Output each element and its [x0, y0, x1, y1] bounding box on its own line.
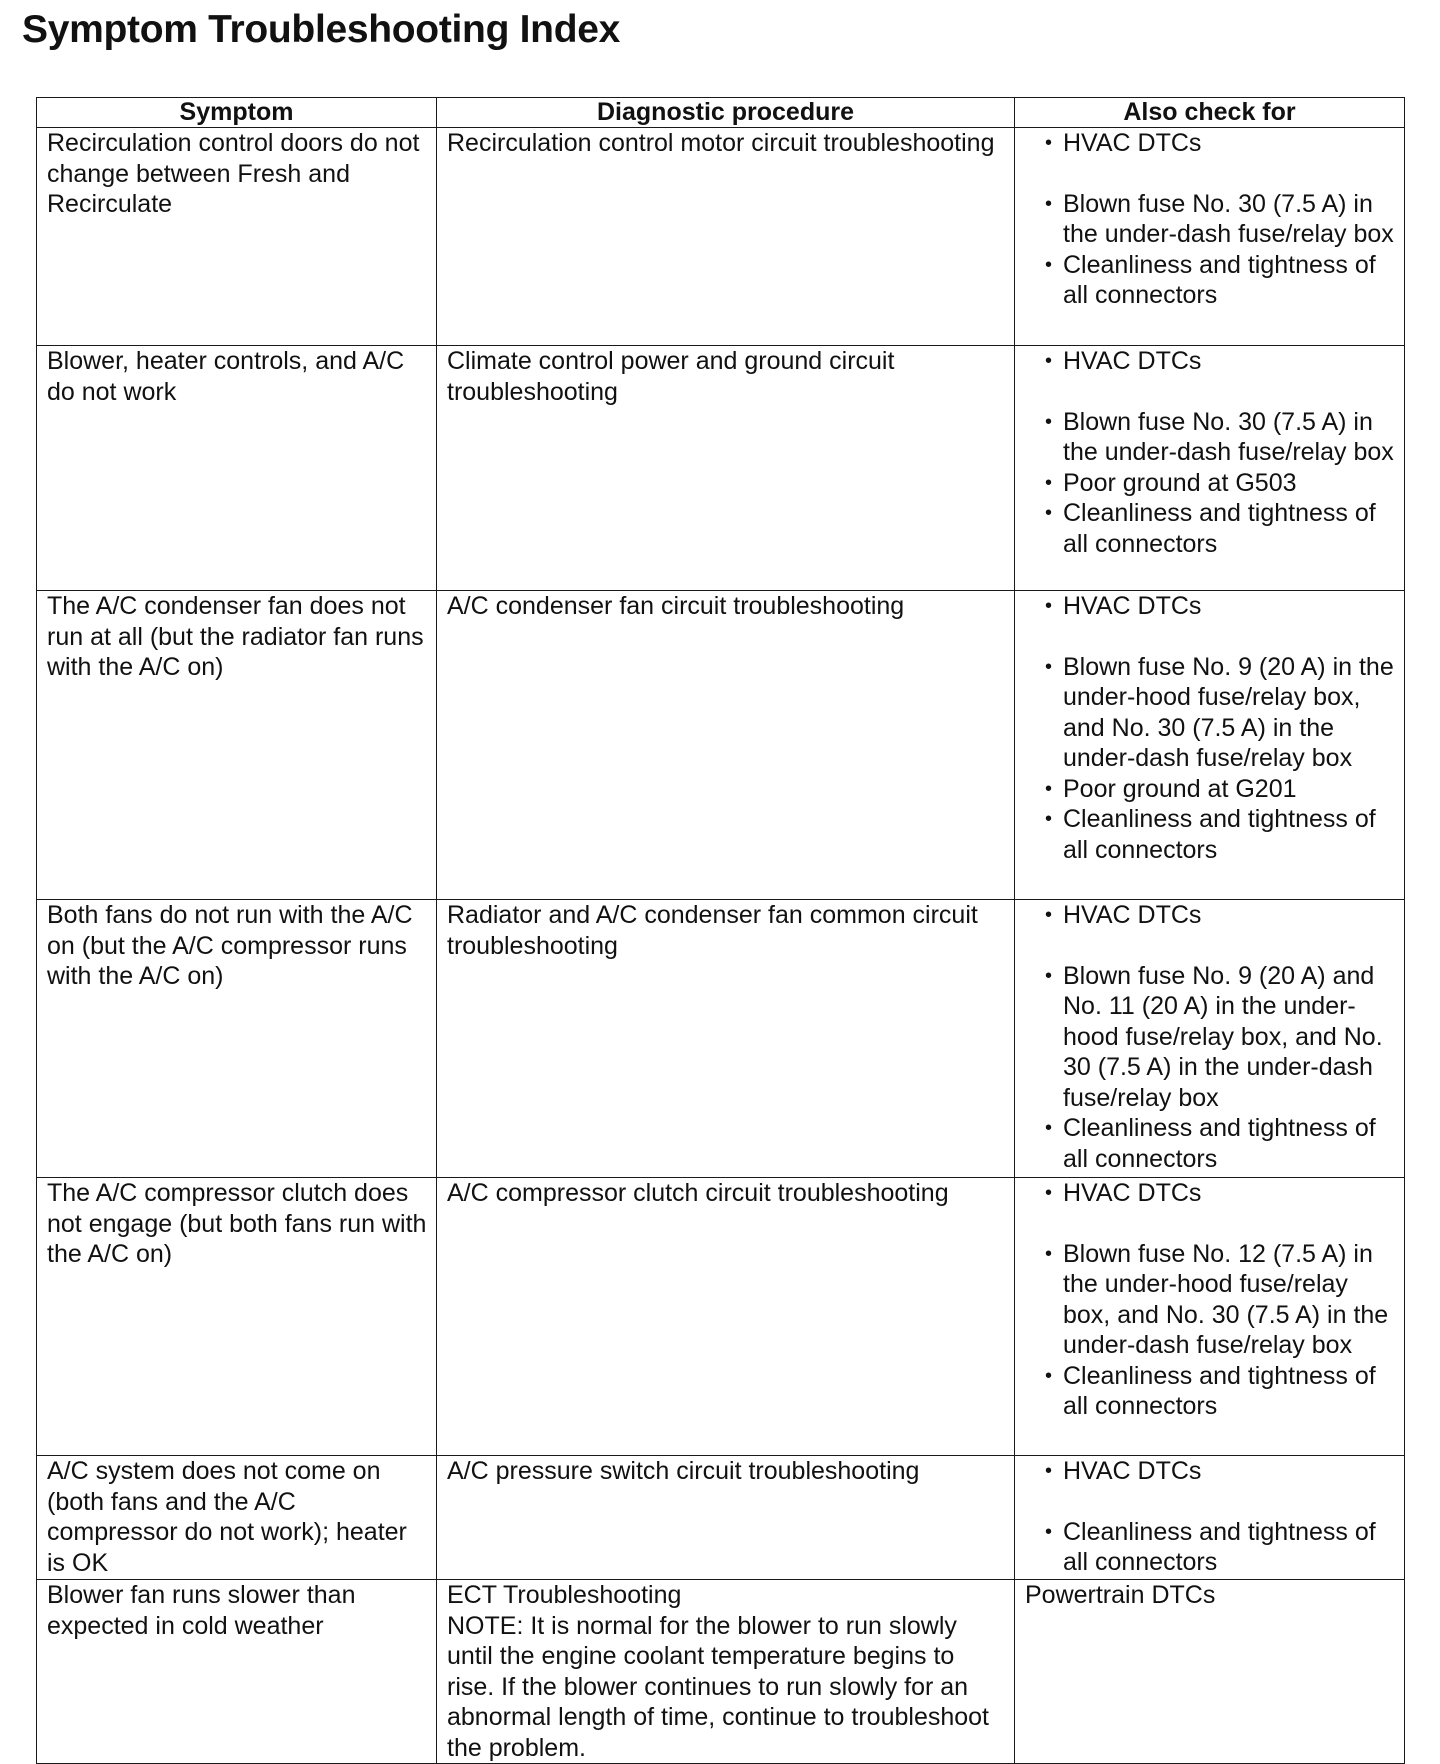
check-item: • HVAC DTCs	[1045, 346, 1396, 377]
check-item: • Cleanliness and tightness of all connectors	[1045, 804, 1396, 865]
check-item: • Blown fuse No. 9 (20 A) in the under-hood fuse/relay box, and No. 30 (7.5 A) in the under-dash fuse/relay box	[1045, 652, 1396, 774]
header-also-check: Also check for	[1015, 98, 1405, 128]
procedure-title: ECT Troubleshooting	[447, 1581, 682, 1609]
check-item: • Blown fuse No. 30 (7.5 A) in the under-dash fuse/relay box	[1045, 407, 1396, 468]
table-row	[37, 1580, 1405, 1764]
check-item: • Cleanliness and tightness of all connectors	[1045, 250, 1396, 311]
also-check-cell	[1015, 1178, 1405, 1456]
header-procedure: Diagnostic procedure	[437, 98, 1015, 128]
symptom-index-table	[36, 97, 1405, 1764]
procedure-note: NOTE: It is normal for the blower to run slowly until the engine coolant temperature begins to rise. If the blower continues to run slowly for an abnormal length of time, continue to troubleshoot the problem.	[447, 1611, 990, 1762]
symptom-cell: Recirculation control doors do not change between Fresh and Recirculate	[37, 128, 437, 346]
also-check-cell	[1015, 591, 1405, 900]
check-item: • HVAC DTCs	[1045, 1456, 1396, 1487]
also-check-cell	[1015, 128, 1405, 346]
check-list	[1025, 1456, 1396, 1578]
header-symptom: Symptom	[37, 98, 437, 128]
also-check-cell	[1015, 346, 1405, 591]
table-row	[37, 591, 1405, 900]
symptom-cell: A/C system does not come on (both fans and the A/C compressor do not work); heater is OK	[37, 1456, 437, 1580]
table-row	[37, 346, 1405, 591]
check-item: • Blown fuse No. 9 (20 A) and No. 11 (20 A) in the under-hood fuse/relay box, and No. 30 (7.5 A) in the under-dash fuse/relay box	[1045, 961, 1396, 1114]
procedure-cell: A/C pressure switch circuit troubleshooting	[437, 1456, 1015, 1580]
check-item: • Cleanliness and tightness of all connectors	[1045, 1113, 1396, 1174]
also-check-cell	[1015, 900, 1405, 1178]
symptom-cell: The A/C compressor clutch does not engage (but both fans run with the A/C on)	[37, 1178, 437, 1456]
also-check-cell	[1015, 1580, 1405, 1764]
check-list	[1025, 591, 1396, 865]
check-item: Powertrain DTCs	[1025, 1581, 1216, 1609]
symptom-cell: Blower, heater controls, and A/C do not work	[37, 346, 437, 591]
check-item: • Cleanliness and tightness of all connectors	[1045, 498, 1396, 559]
symptom-cell: The A/C condenser fan does not run at all (but the radiator fan runs with the A/C on)	[37, 591, 437, 900]
check-item: • Blown fuse No. 30 (7.5 A) in the under-dash fuse/relay box	[1045, 189, 1396, 250]
check-list	[1025, 900, 1396, 1174]
procedure-cell: A/C condenser fan circuit troubleshooting	[437, 591, 1015, 900]
table-row	[37, 128, 1405, 346]
check-item: • Poor ground at G201	[1045, 774, 1396, 805]
check-list	[1025, 128, 1396, 311]
check-item: • HVAC DTCs	[1045, 591, 1396, 622]
page-title: Symptom Troubleshooting Index	[22, 8, 620, 51]
procedure-cell: A/C compressor clutch circuit troubleshooting	[437, 1178, 1015, 1456]
check-item: • Poor ground at G503	[1045, 468, 1396, 499]
table-row	[37, 1456, 1405, 1580]
check-item: • Cleanliness and tightness of all connectors	[1045, 1517, 1396, 1578]
check-item: • HVAC DTCs	[1045, 900, 1396, 931]
check-item: • Cleanliness and tightness of all connectors	[1045, 1361, 1396, 1422]
table-row	[37, 900, 1405, 1178]
check-list	[1025, 346, 1396, 559]
check-item: • HVAC DTCs	[1045, 1178, 1396, 1209]
check-list	[1025, 1178, 1396, 1422]
procedure-cell: Recirculation control motor circuit troubleshooting	[437, 128, 1015, 346]
procedure-cell	[437, 1580, 1015, 1764]
check-item: • Blown fuse No. 12 (7.5 A) in the under-hood fuse/relay box, and No. 30 (7.5 A) in the under-dash fuse/relay box	[1045, 1239, 1396, 1361]
also-check-cell	[1015, 1456, 1405, 1580]
symptom-cell: Both fans do not run with the A/C on (but the A/C compressor runs with the A/C on)	[37, 900, 437, 1178]
check-item: • HVAC DTCs	[1045, 128, 1396, 159]
table-row	[37, 1178, 1405, 1456]
symptom-cell: Blower fan runs slower than expected in cold weather	[37, 1580, 437, 1764]
header-row	[37, 98, 1405, 128]
procedure-cell: Radiator and A/C condenser fan common circuit troubleshooting	[437, 900, 1015, 1178]
procedure-cell: Climate control power and ground circuit troubleshooting	[437, 346, 1015, 591]
